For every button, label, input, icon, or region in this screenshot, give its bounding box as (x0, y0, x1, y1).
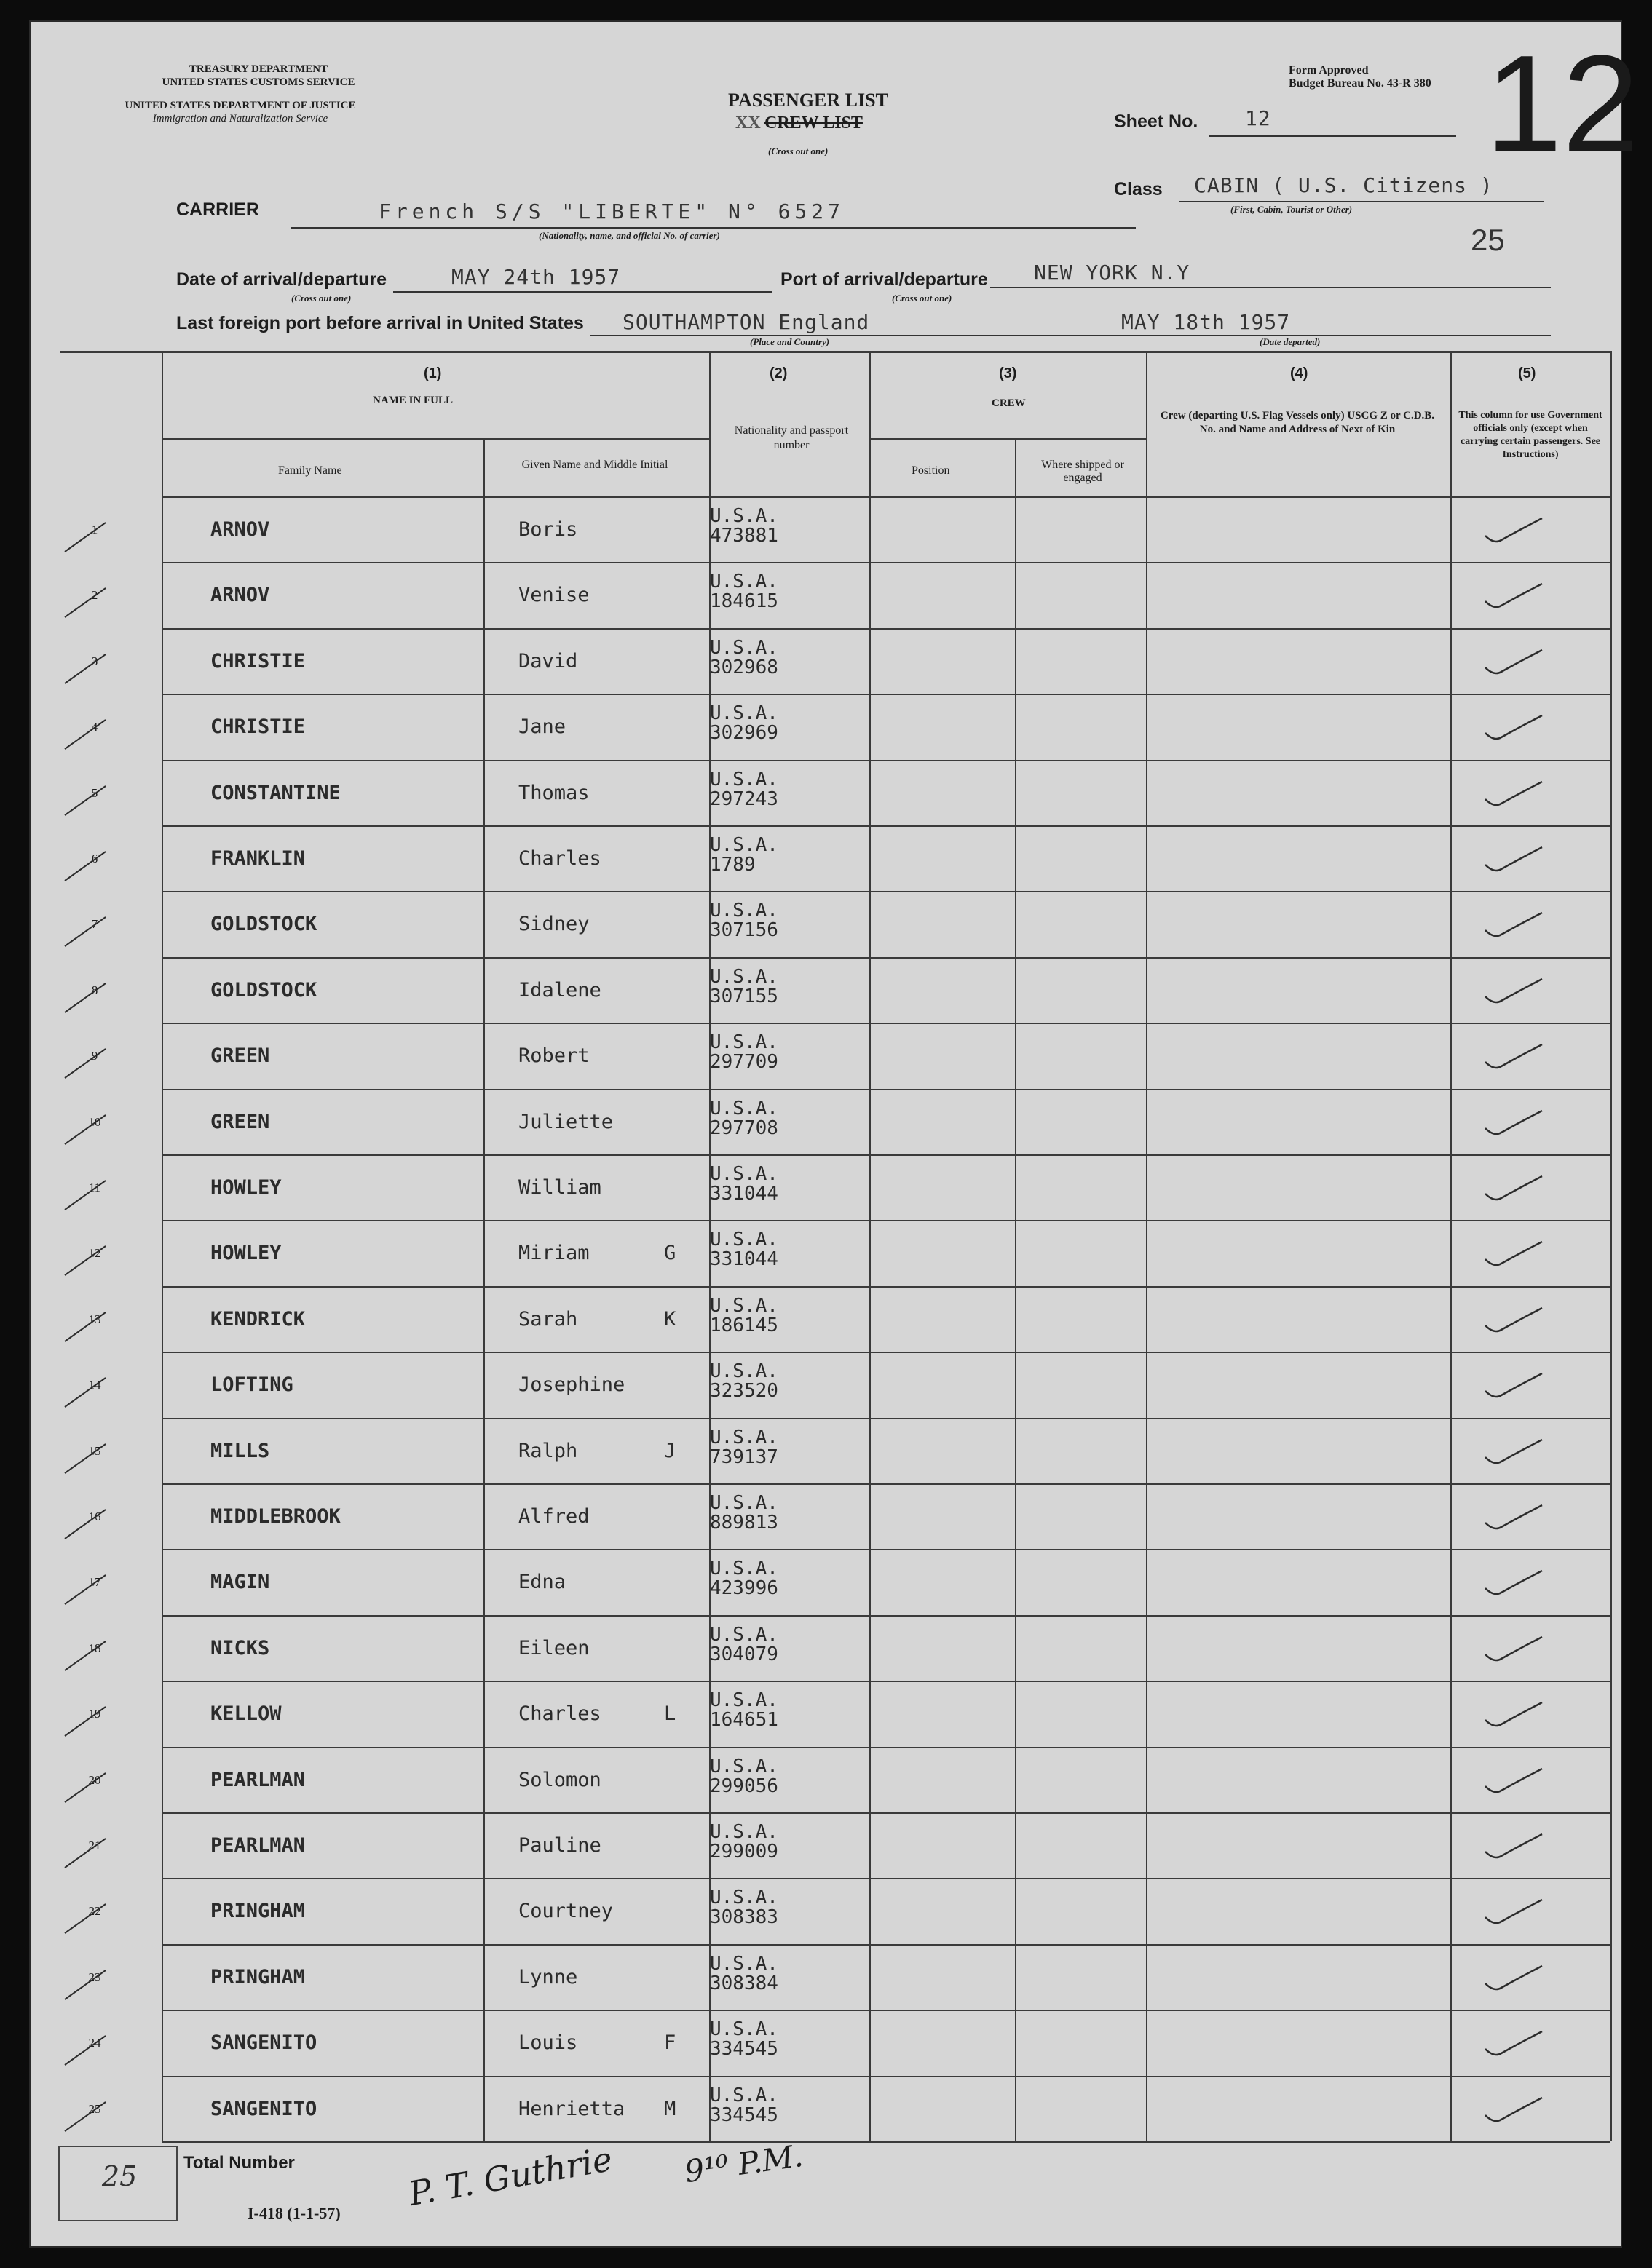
nationality: U.S.A. (710, 1952, 778, 1975)
checkmark-icon (1479, 840, 1545, 876)
big-sheet-number: 12 (1485, 27, 1640, 181)
nationality-passport (710, 1033, 778, 1072)
departed-value: MAY 18th 1957 (1121, 310, 1291, 334)
family-name: HOWLEY (210, 1176, 282, 1199)
table-row (60, 1615, 1589, 1681)
nationality-passport (710, 1954, 778, 1994)
checkmark-icon (1479, 2090, 1545, 2127)
nationality-passport (710, 1823, 778, 1862)
family-name: CHRISTIE (210, 649, 306, 673)
margin-tick-icon (63, 979, 107, 1015)
row-number: 11 (88, 1181, 101, 1194)
signature: P. T. Guthrie (406, 2138, 615, 2214)
carrier-value: French S/S "LIBERTE" N° 6527 (379, 199, 845, 223)
table-row (60, 562, 1589, 628)
passport-number: 1789 (710, 854, 756, 876)
middle-initial: G (664, 1242, 676, 1265)
nationality: U.S.A. (710, 965, 778, 988)
passport-number: 184615 (710, 590, 778, 613)
table-row (60, 2010, 1589, 2076)
row-number: 8 (91, 983, 98, 997)
passport-number: 473881 (710, 525, 778, 547)
passenger-list-form (29, 20, 1640, 2248)
family-name: PRINGHAM (210, 1900, 306, 1923)
family-name: PEARLMAN (210, 1834, 306, 1857)
table-row (60, 2076, 1589, 2142)
table-row (60, 1747, 1589, 1813)
given-name: Pauline (518, 1834, 601, 1857)
table-row (60, 957, 1589, 1023)
agency-line-2: UNITED STATES CUSTOMS SERVICE (162, 76, 355, 88)
margin-tick-icon (63, 1966, 107, 2002)
row-number: 15 (88, 1443, 101, 1458)
given-name: Eileen (518, 1636, 590, 1660)
family-name: GOLDSTOCK (210, 913, 317, 936)
checkmark-icon (1479, 774, 1545, 811)
margin-tick-icon (63, 1571, 107, 1607)
checkmark-icon (1479, 1827, 1545, 1863)
given-name: Josephine (518, 1373, 625, 1397)
col5-title: This column for use Government officials only (except when carrying certain passengers. See Instructions) (1458, 410, 1602, 460)
family-name: CHRISTIE (210, 715, 306, 739)
margin-tick-icon (63, 1242, 107, 1278)
passport-number: 299056 (710, 1775, 778, 1797)
checkmark-icon (1479, 1301, 1545, 1337)
margin-tick-icon (63, 2031, 107, 2068)
margin-tick-icon (63, 1044, 107, 1081)
checkmark-icon (1479, 2024, 1545, 2061)
family-name: PEARLMAN (210, 1768, 306, 1791)
given-name: Louis (518, 2031, 578, 2055)
margin-tick-icon (63, 650, 107, 686)
family-name: KELLOW (210, 1702, 282, 1726)
checkmark-icon (1479, 1563, 1545, 1600)
checkmark-icon (1479, 1695, 1545, 1732)
form-approved: Form Approved (1289, 64, 1369, 76)
margin-tick-icon (63, 1637, 107, 1673)
carrier-label: CARRIER (176, 199, 259, 220)
given-name: Ralph (518, 1439, 578, 1462)
nationality-passport (710, 1362, 778, 1401)
nationality-passport (710, 1165, 778, 1204)
row-number: 18 (88, 1641, 101, 1655)
family-name: KENDRICK (210, 1307, 306, 1331)
col1-title: NAME IN FULL (373, 394, 454, 406)
nationality: U.S.A. (710, 1031, 778, 1054)
checkmark-icon (1479, 511, 1545, 547)
last-port-caption: (Place and Country) (750, 336, 830, 347)
nationality-passport (710, 967, 778, 1007)
list-title: PASSENGER LIST (728, 90, 888, 111)
row-number: 6 (91, 852, 98, 865)
table-row (60, 628, 1589, 694)
nationality: U.S.A. (710, 2084, 778, 2106)
row-number: 10 (88, 1114, 101, 1129)
given-name: Lynne (518, 1965, 578, 1989)
checkmark-icon (1479, 576, 1545, 613)
given-name: Charles (518, 847, 601, 870)
row-number: 14 (88, 1378, 101, 1392)
port-caption: (Cross out one) (892, 293, 952, 304)
nationality: U.S.A. (710, 1426, 778, 1448)
margin-tick-icon (63, 913, 107, 949)
nationality-passport (710, 901, 778, 940)
col5-num: (5) (1518, 365, 1536, 381)
col4-title: Crew (departing U.S. Flag Vessels only) USCG Z or C.D.B. No. and Name and Address of Next of Kin (1160, 410, 1435, 435)
given-name: Edna (518, 1571, 566, 1594)
family-name: MILLS (210, 1439, 270, 1462)
total-label: Total Number (183, 2153, 295, 2173)
family-name: MIDDLEBROOK (210, 1505, 341, 1528)
given-name: Venise (518, 584, 590, 607)
carrier-caption: (Nationality, name, and official No. of carrier) (539, 230, 720, 241)
margin-tick-icon (63, 1440, 107, 1476)
class-label: Class (1114, 179, 1163, 199)
given-name: Idalene (518, 978, 601, 1002)
passenger-rows (60, 496, 1610, 2141)
form-number: I-418 (1-1-57) (248, 2204, 341, 2222)
nationality: U.S.A. (710, 1623, 778, 1646)
table-row (60, 1154, 1589, 1221)
checkmark-icon (1479, 1959, 1545, 1995)
checkmark-icon (1479, 1037, 1545, 1074)
nationality-passport (710, 1230, 778, 1269)
row-number: 13 (88, 1312, 101, 1326)
agency-line-1: TREASURY DEPARTMENT (189, 63, 328, 75)
col4-num: (4) (1290, 365, 1308, 381)
given-name: William (518, 1176, 601, 1199)
agency-line-3: UNITED STATES DEPARTMENT OF JUSTICE (125, 100, 356, 111)
family-name: NICKS (210, 1636, 270, 1660)
family-name: SANGENITO (210, 2097, 317, 2120)
table-row (60, 496, 1589, 563)
family-name: SANGENITO (210, 2031, 317, 2055)
budget-bureau: Budget Bureau No. 43-R 380 (1289, 77, 1431, 90)
row-number: 21 (88, 1839, 101, 1852)
checkmark-icon (1479, 1234, 1545, 1271)
list-sub-strike: XX (735, 114, 761, 132)
passport-number: 304079 (710, 1643, 778, 1665)
passport-number: 297243 (710, 788, 778, 810)
date-value: MAY 24th 1957 (451, 265, 621, 289)
passport-number: 308384 (710, 1972, 778, 1994)
row-number: 3 (91, 654, 98, 668)
margin-number: 25 (1471, 223, 1505, 257)
table-row (60, 1220, 1589, 1286)
passport-number: 307155 (710, 985, 778, 1007)
table-row (60, 1352, 1589, 1418)
nationality: U.S.A. (710, 1821, 778, 1843)
table-row (60, 1023, 1589, 1089)
family-name: GREEN (210, 1044, 270, 1068)
given-name: Charles (518, 1702, 601, 1726)
row-number: 23 (88, 1970, 101, 1984)
margin-tick-icon (63, 1308, 107, 1344)
checkmark-icon (1479, 1498, 1545, 1534)
col2-num: (2) (770, 365, 788, 381)
class-value: CABIN ( U.S. Citizens ) (1194, 173, 1493, 197)
date-label: Date of arrival/departure (176, 269, 387, 290)
row-number: 16 (88, 1510, 101, 1523)
margin-tick-icon (63, 715, 107, 752)
family-name: FRANKLIN (210, 847, 306, 870)
nationality-passport (710, 572, 778, 611)
sheet-value: 12 (1245, 106, 1271, 130)
checkmark-icon (1479, 1432, 1545, 1469)
col-given-name: Given Name and Middle Initial (521, 459, 668, 471)
table-row (60, 1418, 1589, 1484)
family-name: GOLDSTOCK (210, 978, 317, 1002)
nationality-passport (710, 1559, 778, 1598)
given-name: Miriam (518, 1242, 590, 1265)
table-row (60, 1286, 1589, 1352)
nationality: U.S.A. (710, 702, 778, 725)
given-name: Boris (518, 518, 578, 541)
family-name: ARNOV (210, 584, 270, 607)
margin-tick-icon (63, 518, 107, 555)
col3-num: (3) (999, 365, 1017, 381)
row-divider (162, 2141, 1610, 2143)
given-name: Sidney (518, 913, 590, 936)
margin-tick-icon (63, 1769, 107, 1805)
port-label: Port of arrival/departure (780, 269, 988, 290)
middle-initial: M (664, 2097, 676, 2120)
row-number: 17 (88, 1575, 101, 1590)
passport-number: 297709 (710, 1051, 778, 1074)
row-number: 7 (91, 917, 98, 932)
nationality: U.S.A. (710, 505, 778, 527)
nationality-passport (710, 1625, 778, 1665)
passport-number: 164651 (710, 1709, 778, 1732)
sheet-label: Sheet No. (1114, 111, 1198, 132)
nationality: U.S.A. (710, 768, 778, 790)
row-number: 2 (91, 588, 98, 603)
nationality-passport (710, 770, 778, 809)
family-name: ARNOV (210, 518, 270, 541)
margin-tick-icon (63, 1702, 107, 1739)
last-port-value: SOUTHAMPTON England (623, 310, 870, 334)
family-name: GREEN (210, 1110, 270, 1133)
nationality-passport (710, 2086, 778, 2125)
family-name: CONSTANTINE (210, 781, 341, 804)
family-name: HOWLEY (210, 1242, 282, 1265)
nationality-passport (710, 836, 778, 875)
port-value: NEW YORK N.Y (1034, 261, 1190, 285)
nationality-passport (710, 2020, 778, 2059)
margin-tick-icon (63, 782, 107, 818)
margin-tick-icon (63, 1505, 107, 1542)
col-position: Position (912, 464, 950, 477)
margin-tick-icon (63, 1176, 107, 1213)
margin-tick-icon (63, 2098, 107, 2134)
checkmark-icon (1479, 1169, 1545, 1205)
row-number: 25 (88, 2101, 101, 2116)
given-name: Sarah (518, 1307, 578, 1331)
passport-number: 307156 (710, 919, 778, 942)
checkmark-icon (1479, 1892, 1545, 1929)
family-name: MAGIN (210, 1571, 270, 1594)
nationality: U.S.A. (710, 1097, 778, 1119)
nationality-passport (710, 638, 778, 678)
passport-number: 297708 (710, 1117, 778, 1139)
nationality: U.S.A. (710, 1492, 778, 1514)
margin-tick-icon (63, 847, 107, 884)
margin-tick-icon (63, 1111, 107, 1147)
table-row (60, 1878, 1589, 1944)
class-caption: (First, Cabin, Tourist or Other) (1230, 204, 1353, 215)
middle-initial: L (664, 1702, 676, 1726)
row-number: 5 (91, 785, 98, 800)
col-family-name: Family Name (278, 464, 342, 477)
passport-number: 323520 (710, 1380, 778, 1403)
checkmark-icon (1479, 1366, 1545, 1403)
given-name: Jane (518, 715, 566, 739)
total-value: 25 (102, 2160, 138, 2192)
nationality-passport (710, 507, 778, 546)
row-number: 12 (88, 1246, 101, 1261)
row-number: 19 (88, 1707, 101, 1721)
nationality: U.S.A. (710, 900, 778, 922)
margin-tick-icon (63, 584, 107, 620)
nationality: U.S.A. (710, 834, 778, 856)
table-row (60, 1944, 1589, 2010)
nationality: U.S.A. (710, 636, 778, 659)
nationality-passport (710, 1757, 778, 1796)
col3-title: CREW (992, 397, 1026, 409)
nationality: U.S.A. (710, 1294, 778, 1317)
nationality: U.S.A. (710, 571, 778, 593)
checkmark-icon (1479, 1761, 1545, 1798)
table-row (60, 1549, 1589, 1615)
nationality-passport (710, 1691, 778, 1730)
given-name: Juliette (518, 1110, 614, 1133)
given-name: Thomas (518, 781, 590, 804)
given-name: Henrietta (518, 2097, 625, 2120)
given-name: Solomon (518, 1768, 601, 1791)
passport-number: 334545 (710, 2104, 778, 2126)
nationality-passport (710, 1296, 778, 1336)
passport-number: 302968 (710, 656, 778, 678)
table-row (60, 760, 1589, 826)
middle-initial: K (664, 1307, 676, 1331)
table-row (60, 1483, 1589, 1550)
checkmark-icon (1479, 643, 1545, 679)
middle-initial: J (664, 1439, 676, 1462)
family-name: LOFTING (210, 1373, 293, 1397)
nationality: U.S.A. (710, 1887, 778, 1909)
col-shipped: Where shipped or engaged (1041, 459, 1124, 484)
table-row (60, 694, 1589, 760)
cross-out-caption: (Cross out one) (768, 146, 829, 156)
margin-tick-icon (63, 1834, 107, 1871)
nationality-passport (710, 1428, 778, 1467)
table-row (60, 825, 1589, 892)
table-row (60, 891, 1589, 957)
nationality: U.S.A. (710, 2018, 778, 2041)
passport-number: 739137 (710, 1446, 778, 1468)
middle-initial: F (664, 2031, 676, 2055)
nationality: U.S.A. (710, 1360, 778, 1383)
checkmark-icon (1479, 1103, 1545, 1140)
row-number: 4 (91, 720, 98, 734)
nationality-passport (710, 1888, 778, 1927)
row-number: 22 (88, 1904, 101, 1919)
table-row (60, 1681, 1589, 1747)
col2-title: Nationality and passport number (734, 424, 849, 451)
row-number: 20 (88, 1772, 101, 1787)
passport-number: 334545 (710, 2038, 778, 2061)
departed-caption: (Date departed) (1260, 336, 1321, 347)
table-row (60, 1812, 1589, 1879)
family-name: PRINGHAM (210, 1965, 306, 1989)
nationality-passport (710, 1494, 778, 1533)
passport-number: 299009 (710, 1841, 778, 1863)
row-number: 9 (91, 1049, 98, 1063)
passport-number: 308383 (710, 1906, 778, 1929)
given-name: Courtney (518, 1900, 614, 1923)
passport-number: 302969 (710, 722, 778, 745)
passport-number: 423996 (710, 1577, 778, 1600)
list-sub: CREW LIST (764, 114, 863, 132)
nationality-passport (710, 704, 778, 743)
passport-number: 331044 (710, 1183, 778, 1205)
given-name: Robert (518, 1044, 590, 1068)
checkmark-icon (1479, 1630, 1545, 1666)
passport-number: 889813 (710, 1512, 778, 1534)
checkmark-icon (1479, 905, 1545, 942)
date-caption: (Cross out one) (291, 293, 352, 304)
passport-number: 331044 (710, 1248, 778, 1271)
given-name: Alfred (518, 1505, 590, 1528)
nationality: U.S.A. (710, 1229, 778, 1251)
row-number: 24 (88, 2036, 101, 2050)
passenger-table (60, 351, 1610, 2141)
agency-line-4: Immigration and Naturalization Service (152, 113, 328, 124)
checkmark-icon (1479, 708, 1545, 745)
nationality: U.S.A. (710, 1755, 778, 1777)
margin-tick-icon (63, 1900, 107, 1936)
margin-tick-icon (63, 1373, 107, 1410)
row-number: 1 (91, 523, 98, 536)
given-name: David (518, 649, 578, 673)
passport-number: 186145 (710, 1314, 778, 1336)
nationality-passport (710, 1099, 778, 1138)
nationality: U.S.A. (710, 1689, 778, 1712)
checkmark-icon (1479, 972, 1545, 1008)
nationality: U.S.A. (710, 1163, 778, 1185)
nationality: U.S.A. (710, 1558, 778, 1580)
table-row (60, 1089, 1589, 1155)
last-port-label: Last foreign port before arrival in United States (176, 313, 584, 333)
col1-num: (1) (424, 365, 442, 381)
signature-note: 9¹⁰ P.M. (682, 2137, 805, 2190)
